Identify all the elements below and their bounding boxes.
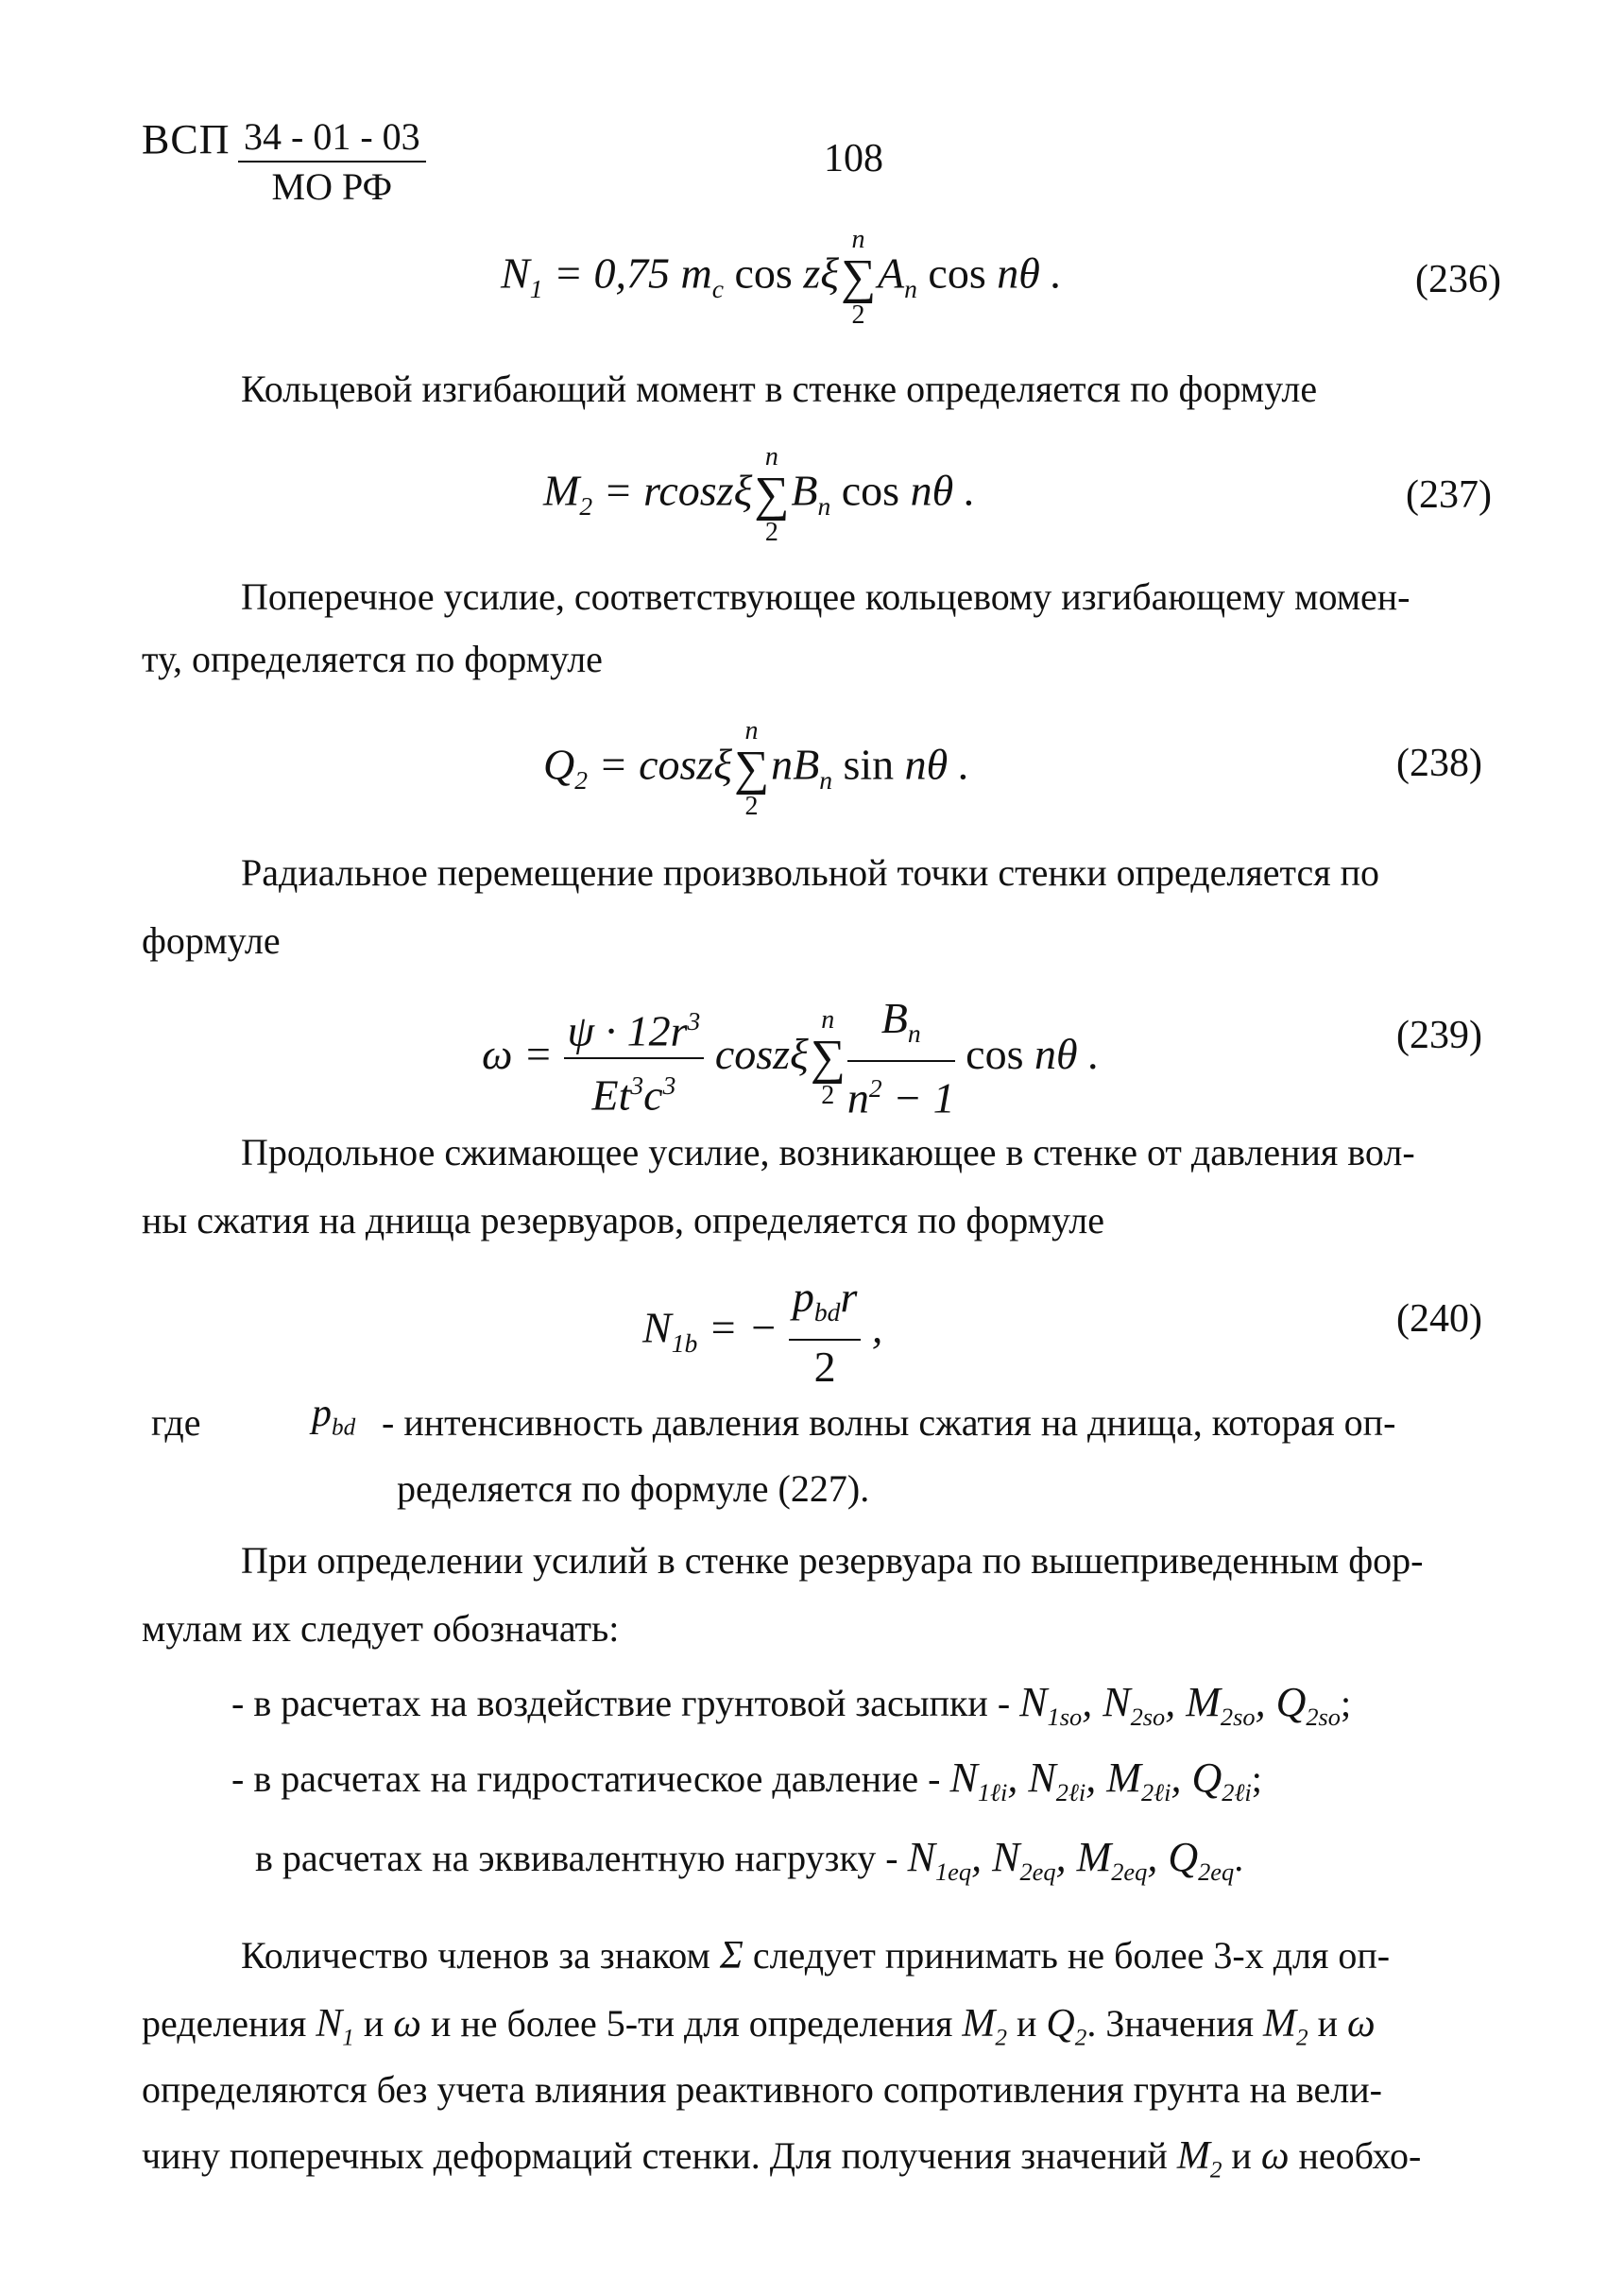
equation-240: $N_{1b}$ = − $p_{bd}r$ 2 , [642,1273,883,1392]
terms-line2-b: и [363,2002,385,2045]
paragraph-shear-line2: ту, определяется по формуле [142,638,603,680]
terms-line4-c: необхо- [1298,2134,1422,2177]
bullet-equivalent-text: в расчетах на эквивалентную нагрузку - [255,1837,898,1879]
bullet-equivalent: в расчетах на эквивалентную нагрузку - $N_{1eq}$, $N_{2eq}$, $M_{2eq}$, $Q_{2eq}$. [255,1834,1244,1886]
where-definition-line2: ределяется по формуле (227). [397,1467,870,1510]
paragraph-axial-line2: ны сжатия на днища резервуаров, определяется по формуле [142,1199,1104,1241]
equation-237: $M_2 = rcosz\xi$ n ∑ 2 $B_n$ cos nθ . [543,442,976,547]
symbol-p-bd: $p_{bd}$ [312,1392,356,1441]
paragraph-terms-line1: Количество членов за знаком Σ следует принимать не более 3-х для оп- [241,1934,1391,1977]
equation-number-239: (239) [1396,1014,1482,1057]
paragraph-radial-line2: формуле [142,919,281,962]
code-fraction-top: 34 - 01 - 03 [238,113,426,163]
code-fraction-bottom: МО РФ [271,165,393,208]
paragraph-shear-line1: Поперечное усилие, соответствующее кольцевому изгибающему момен- [241,575,1410,618]
bullet-soil-backfill-text: - в расчетах на воздействие грунтовой засыпки - [231,1682,1011,1724]
paragraph-terms-line2: ределения $N_1$ и ω и не более 5-ти для определения $M_2$ и $Q_2$. Значения $M_2$ и ω [142,2002,1376,2051]
equation-236: $N_1 = 0,75$ $m_c$ cos zξ n ∑ 2 $A_n$ cos nθ . [501,225,1062,330]
document-code: ВСП [142,116,231,163]
equation-number-237: (237) [1406,473,1492,517]
bullet-soil-backfill: - в расчетах на воздействие грунтовой засыпки - $N_{1so}$, $N_{2so}$, $M_{2so}$, $Q_{2so}$; [231,1679,1352,1731]
bullet-hydrostatic-text: - в расчетах на гидростатическое давление - [231,1757,941,1800]
terms-line2-a: ределения [142,2002,307,2045]
terms-line2-d: и [1016,2002,1037,2045]
equation-number-236: (236) [1415,258,1501,301]
terms-line2-c: и не более 5-ти для определения [430,2002,953,2045]
equation-number-238: (238) [1396,742,1482,785]
terms-line2-e: . Значения [1086,2002,1255,2045]
where-definition-line1: - интенсивность давления волны сжатия на днища, которая оп- [382,1401,1396,1444]
equation-239: ω = $\frac{\psi \cdot 12r^3}{Et^3c^3}$ coszξ n ∑ 2 $\frac{B_n}{n^2 - 1}$ cos nθ . [482,994,1100,1122]
bullet-hydrostatic: - в расчетах на гидростатическое давление - $N_{1\ell i}$, $N_{2\ell i}$, $M_{2\ell i}$, $Q_{2\ell i}$; [231,1755,1262,1806]
where-label: где [151,1401,201,1444]
terms-line1-end: следует принимать не более 3-х для оп- [752,1934,1391,1977]
equation-238: $Q_2 = \cos z\xi$ n ∑ 2 $nB_n$ sin nθ . [543,716,970,821]
page-number: 108 [824,137,883,180]
equation-number-240: (240) [1396,1297,1482,1341]
terms-line4-a: чину поперечных деформаций стенки. Для получения значений [142,2134,1168,2177]
document-code-fraction [238,113,426,212]
paragraph-notation-line2: мулам их следует обозначать: [142,1607,620,1650]
terms-line4-b: и [1231,2134,1252,2177]
paragraph-axial-line1: Продольное сжимающее усилие, возникающее в стенке от давления вол- [241,1131,1415,1173]
paragraph-ring-moment: Кольцевой изгибающий момент в стенке определяется по формуле [241,368,1318,410]
terms-line2-f: и [1317,2002,1339,2045]
terms-line1-start: Количество членов за знаком [241,1934,710,1977]
paragraph-terms-line3: определяются без учета влияния реактивного сопротивления грунта на вели- [142,2068,1382,2111]
paragraph-terms-line4: чину поперечных деформаций стенки. Для получения значений $M_2$ и ω необхо- [142,2134,1422,2183]
paragraph-notation-line1: При определении усилий в стенке резервуара по вышеприведенным фор- [241,1539,1424,1582]
paragraph-radial-line1: Радиальное перемещение произвольной точки стенки определяется по [241,851,1380,894]
